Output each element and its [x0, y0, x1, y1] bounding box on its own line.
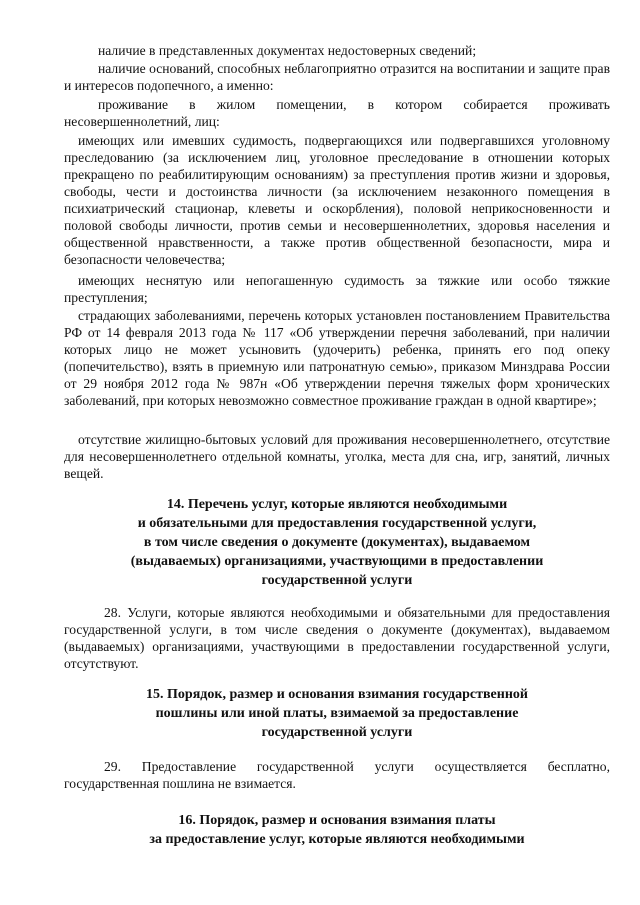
heading-line: 15. Порядок, размер и основания взимания государственной — [146, 687, 528, 702]
paragraph: наличие оснований, способных неблагоприятно отразится на воспитании и защите прав и интересов подопечного, а именно: — [64, 61, 610, 93]
paragraph: имеющих или имевших судимость, подвергающихся или подвергавшихся уголовному преследованию (за исключением лиц, уголовное преследование в отношении которых прекращено по реабилитирующим основаниям) за преступления против жизни и здоровья, свободы, чести и достоинства личности (за исключением незаконного помещения в психиатрический стационар, клеветы и оскорбления), половой неприкосновенности и половой свободы личности, против семьи и несовершеннолетних, здоровья населения и общественной нравственности, а также против общественной безопасности, мира и безопасности человечества; — [64, 133, 610, 267]
heading-line: пошлины или иной платы, взимаемой за предоставление — [155, 706, 519, 721]
heading-line: и обязательными для предоставления государственной услуги, — [137, 516, 537, 531]
section-14-heading — [64, 495, 610, 590]
heading-line: государственной услуги — [261, 725, 413, 740]
heading-line: (выдаваемых) организациями, участвующими в предоставлении — [130, 554, 544, 569]
paragraph: наличие в представленных документах недостоверных сведений; — [98, 43, 477, 58]
section-16-heading — [64, 811, 610, 849]
paragraph-28: 28. Услуги, которые являются необходимыми и обязательными для предоставления государственной услуги, в том числе сведения о документе (документах), выдаваемом (выдаваемых) организациями, участвующими в предоставлении государственной услуги, отсутствуют. — [64, 605, 610, 671]
paragraph: отсутствие жилищно-бытовых условий для проживания несовершеннолетнего, отсутствие для несовершеннолетнего отдельной комнаты, уголка, места для сна, игр, занятий, личных вещей. — [64, 432, 610, 481]
paragraph: имеющих неснятую или непогашенную судимость за тяжкие или особо тяжкие преступления; — [64, 273, 610, 305]
heading-line: за предоставление услуг, которые являются необходимыми — [149, 832, 525, 847]
heading-line: в том числе сведения о документе (документах), выдаваемом — [143, 535, 531, 550]
section-15-heading — [64, 685, 610, 742]
paragraph: страдающих заболеваниями, перечень которых установлен постановлением Правительства РФ от 14 февраля 2013 года № 117 «Об утверждении перечня заболеваний, при наличии которых лицо не может усыновить (удочерить) ребенка, принять его под опеку (попечительство), взять в приемную или патронатную семью», приказом Минздрава России от 29 ноября 2012 года № 987н «Об утверждении перечня тяжелых форм хронических заболеваний, при которых невозможно совместное проживание граждан в одной квартире»; — [64, 308, 610, 408]
heading-line: 16. Порядок, размер и основания взимания платы — [178, 813, 496, 828]
heading-line: 14. Перечень услуг, которые являются необходимыми — [166, 497, 508, 512]
paragraph: проживание в жилом помещении, в котором собирается проживать несовершеннолетний, лиц: — [64, 97, 610, 129]
paragraph-29: 29. Предоставление государственной услуги осуществляется бесплатно, государственная пошлина не взимается. — [64, 759, 610, 791]
heading-line: государственной услуги — [261, 573, 413, 588]
